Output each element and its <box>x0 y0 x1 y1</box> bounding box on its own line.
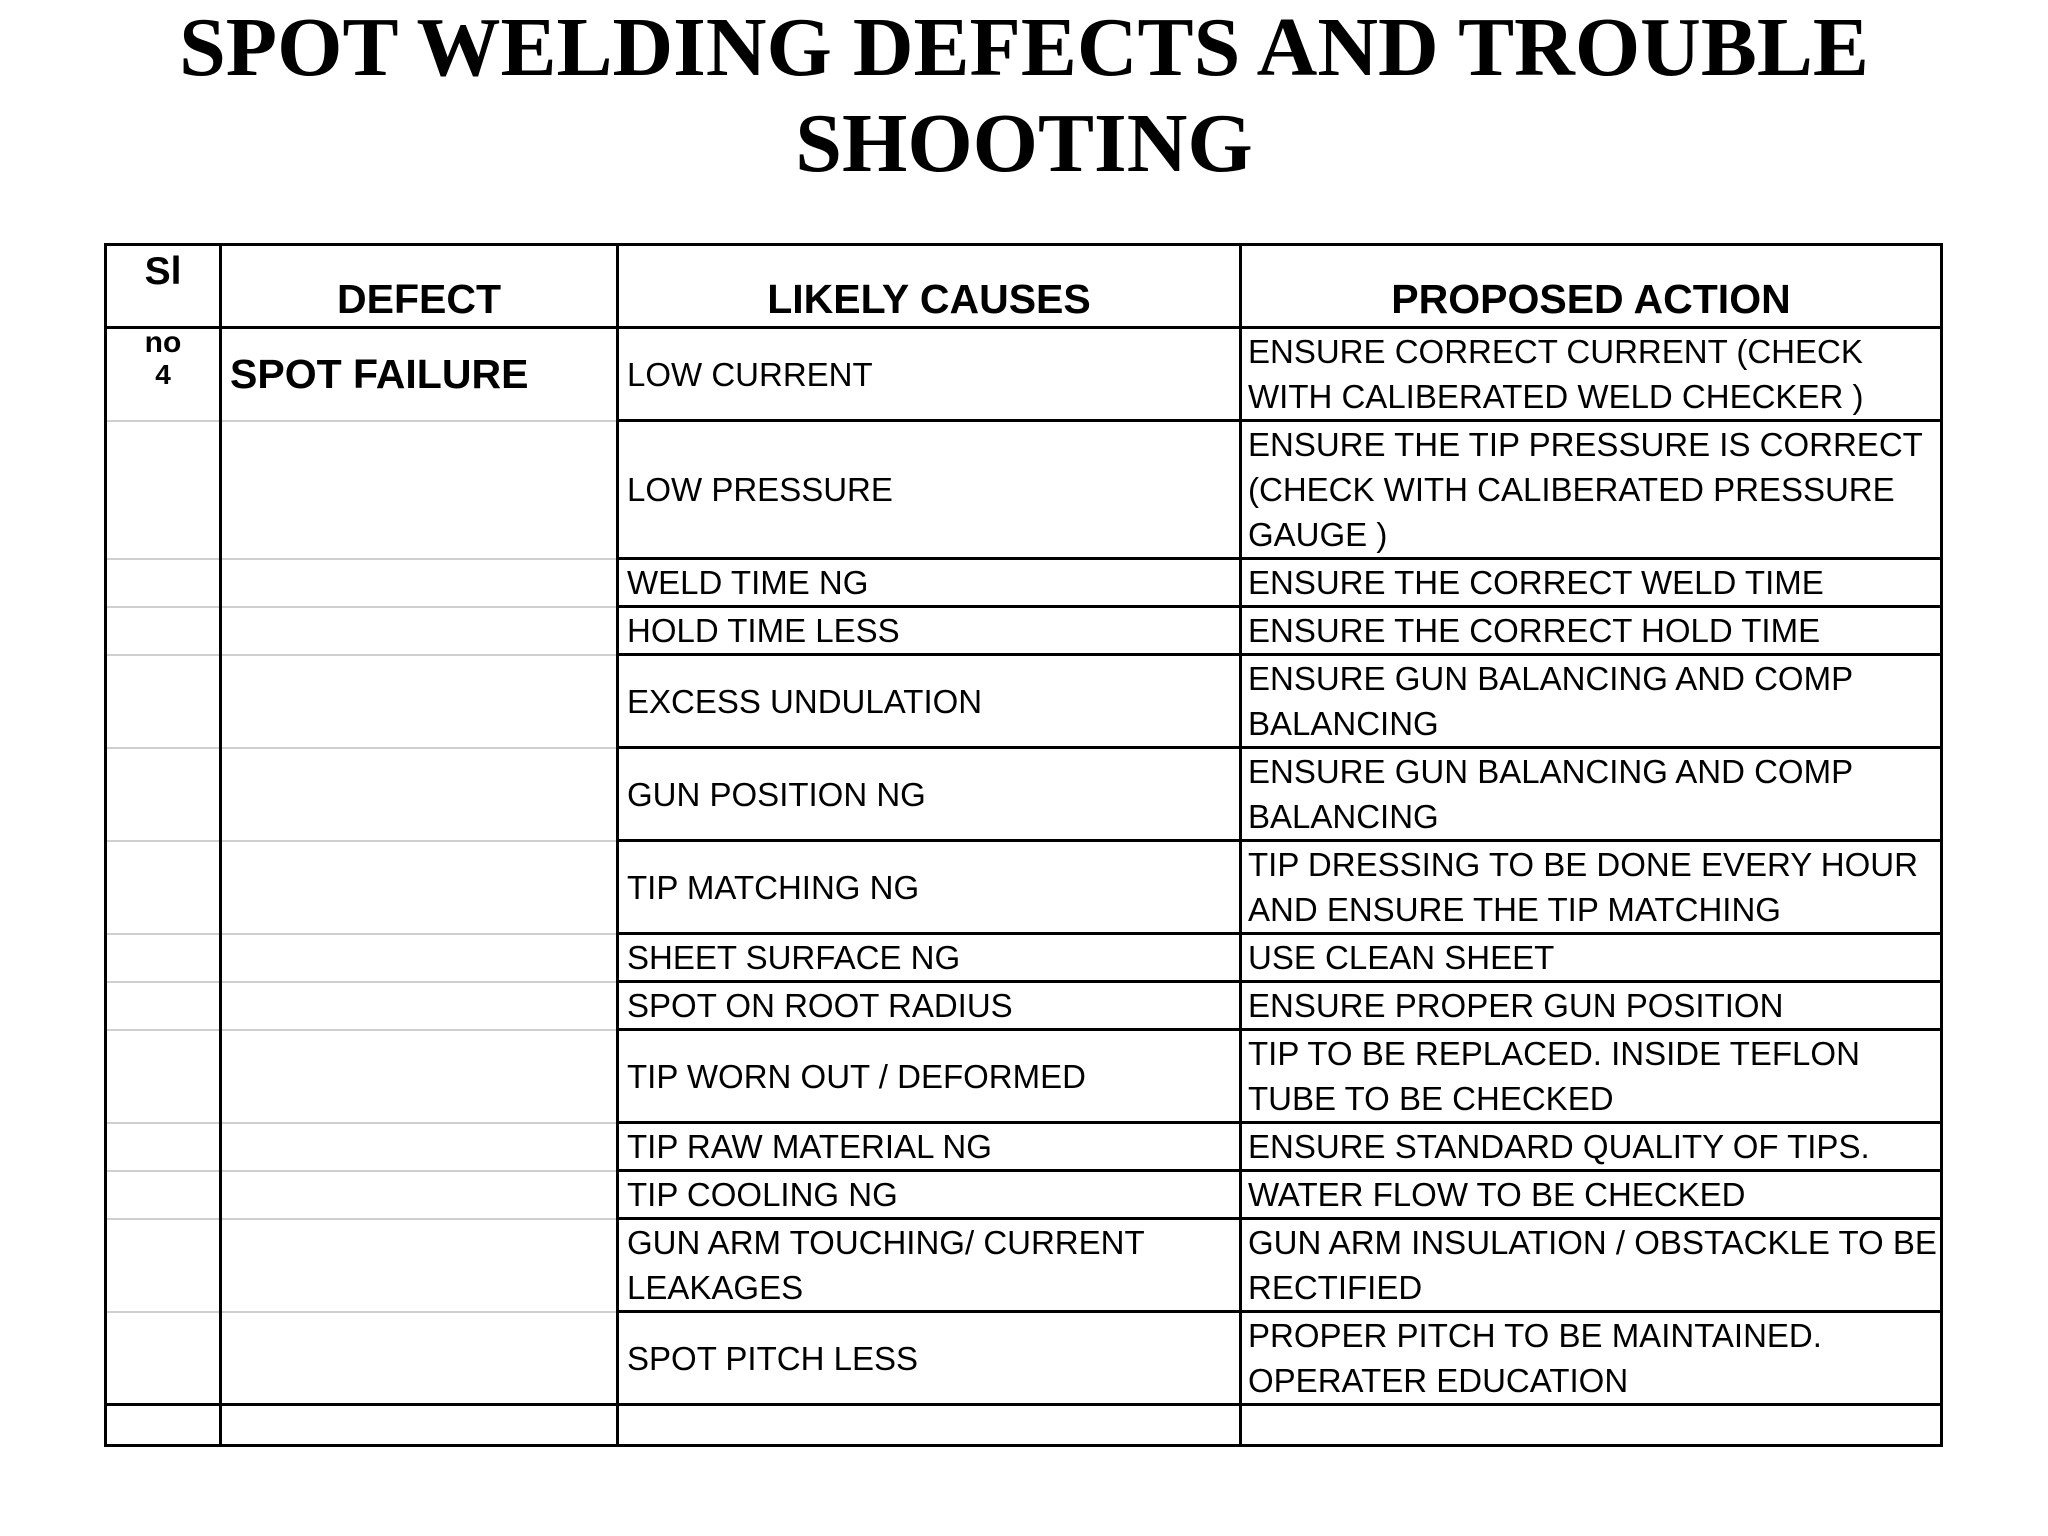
cell-proposed-action: TIP DRESSING TO BE DONE EVERY HOUR AND ENSURE THE TIP MATCHING <box>1241 841 1942 934</box>
cell-defect <box>221 1123 618 1171</box>
cell-defect <box>221 841 618 934</box>
cell-proposed-action: ENSURE STANDARD QUALITY OF TIPS. <box>1241 1123 1942 1171</box>
cell-sl-no <box>106 841 221 934</box>
cell-defect <box>221 1030 618 1123</box>
cell-defect <box>221 655 618 748</box>
cell-defect <box>221 559 618 607</box>
cell-sl-no <box>106 1219 221 1312</box>
cell-likely-cause: SHEET SURFACE NG <box>618 934 1241 982</box>
cell-proposed-action: ENSURE THE CORRECT HOLD TIME <box>1241 607 1942 655</box>
table-row <box>106 421 1942 559</box>
cell-sl-no <box>106 421 221 559</box>
cell-defect <box>221 607 618 655</box>
cell-likely-cause: LOW CURRENT <box>618 328 1241 421</box>
header-defect: DEFECT <box>221 245 618 328</box>
table-row <box>106 1405 1942 1446</box>
table-row <box>106 841 1942 934</box>
cell-proposed-action: ENSURE THE TIP PRESSURE IS CORRECT (CHECK WITH CALIBERATED PRESSURE GAUGE ) <box>1241 421 1942 559</box>
header-sl-sub-label: no <box>144 326 182 359</box>
cell-likely-cause: TIP RAW MATERIAL NG <box>618 1123 1241 1171</box>
table-row <box>106 655 1942 748</box>
cell-sl-no <box>106 1171 221 1219</box>
table-row <box>106 1219 1942 1312</box>
cell-defect: SPOT FAILURE <box>221 328 618 421</box>
cell-proposed-action: GUN ARM INSULATION / OBSTACKLE TO BE RECTIFIED <box>1241 1219 1942 1312</box>
cell-proposed-action: ENSURE GUN BALANCING AND COMP BALANCING <box>1241 655 1942 748</box>
cell-sl-no <box>106 559 221 607</box>
cell-proposed-action <box>1241 1405 1942 1446</box>
cell-sl-no: 4 <box>106 328 221 421</box>
cell-sl-no <box>106 934 221 982</box>
cell-likely-cause: WELD TIME NG <box>618 559 1241 607</box>
cell-likely-cause: EXCESS UNDULATION <box>618 655 1241 748</box>
cell-defect <box>221 1219 618 1312</box>
cell-sl-no <box>106 1030 221 1123</box>
cell-proposed-action: ENSURE CORRECT CURRENT (CHECK WITH CALIBERATED WELD CHECKER ) <box>1241 328 1942 421</box>
header-sl-label: Sl <box>144 250 182 293</box>
cell-proposed-action: TIP TO BE REPLACED. INSIDE TEFLON TUBE TO BE CHECKED <box>1241 1030 1942 1123</box>
header-sl-no <box>106 245 221 359</box>
cell-proposed-action: ENSURE GUN BALANCING AND COMP BALANCING <box>1241 748 1942 841</box>
cell-sl-no <box>106 982 221 1030</box>
cell-defect <box>221 982 618 1030</box>
table-row <box>106 1312 1942 1405</box>
cell-proposed-action: PROPER PITCH TO BE MAINTAINED. OPERATER EDUCATION <box>1241 1312 1942 1405</box>
table-header-row <box>106 245 1942 328</box>
table-row <box>106 559 1942 607</box>
table-row <box>106 934 1942 982</box>
table-row <box>106 748 1942 841</box>
table-row <box>106 982 1942 1030</box>
cell-likely-cause: GUN ARM TOUCHING/ CURRENT LEAKAGES <box>618 1219 1241 1312</box>
cell-likely-cause: HOLD TIME LESS <box>618 607 1241 655</box>
cell-sl-no <box>106 748 221 841</box>
cell-defect <box>221 1405 618 1446</box>
cell-proposed-action: ENSURE PROPER GUN POSITION <box>1241 982 1942 1030</box>
troubleshooting-table <box>104 243 1943 1447</box>
cell-likely-cause: GUN POSITION NG <box>618 748 1241 841</box>
cell-defect <box>221 748 618 841</box>
cell-likely-cause: TIP COOLING NG <box>618 1171 1241 1219</box>
cell-proposed-action: ENSURE THE CORRECT WELD TIME <box>1241 559 1942 607</box>
header-likely-causes: LIKELY CAUSES <box>618 245 1241 328</box>
cell-proposed-action: WATER FLOW TO BE CHECKED <box>1241 1171 1942 1219</box>
table-row <box>106 328 1942 421</box>
cell-likely-cause: TIP WORN OUT / DEFORMED <box>618 1030 1241 1123</box>
cell-defect <box>221 421 618 559</box>
cell-defect <box>221 1171 618 1219</box>
cell-sl-no <box>106 607 221 655</box>
page-title-line-1: SPOT WELDING DEFECTS AND TROUBLE <box>179 1 1869 94</box>
header-proposed-action: PROPOSED ACTION <box>1241 245 1942 328</box>
cell-likely-cause: SPOT PITCH LESS <box>618 1312 1241 1405</box>
cell-proposed-action: USE CLEAN SHEET <box>1241 934 1942 982</box>
table-row <box>106 1123 1942 1171</box>
cell-likely-cause: LOW PRESSURE <box>618 421 1241 559</box>
cell-defect <box>221 1312 618 1405</box>
cell-likely-cause: SPOT ON ROOT RADIUS <box>618 982 1241 1030</box>
cell-sl-no <box>106 1312 221 1405</box>
page-title <box>0 0 2048 192</box>
cell-likely-cause: TIP MATCHING NG <box>618 841 1241 934</box>
cell-sl-no <box>106 1123 221 1171</box>
cell-defect <box>221 934 618 982</box>
cell-sl-no <box>106 1405 221 1446</box>
cell-sl-no <box>106 655 221 748</box>
table-row <box>106 607 1942 655</box>
cell-likely-cause <box>618 1405 1241 1446</box>
table-row <box>106 1171 1942 1219</box>
table-row <box>106 1030 1942 1123</box>
page-title-line-2: SHOOTING <box>795 97 1253 190</box>
